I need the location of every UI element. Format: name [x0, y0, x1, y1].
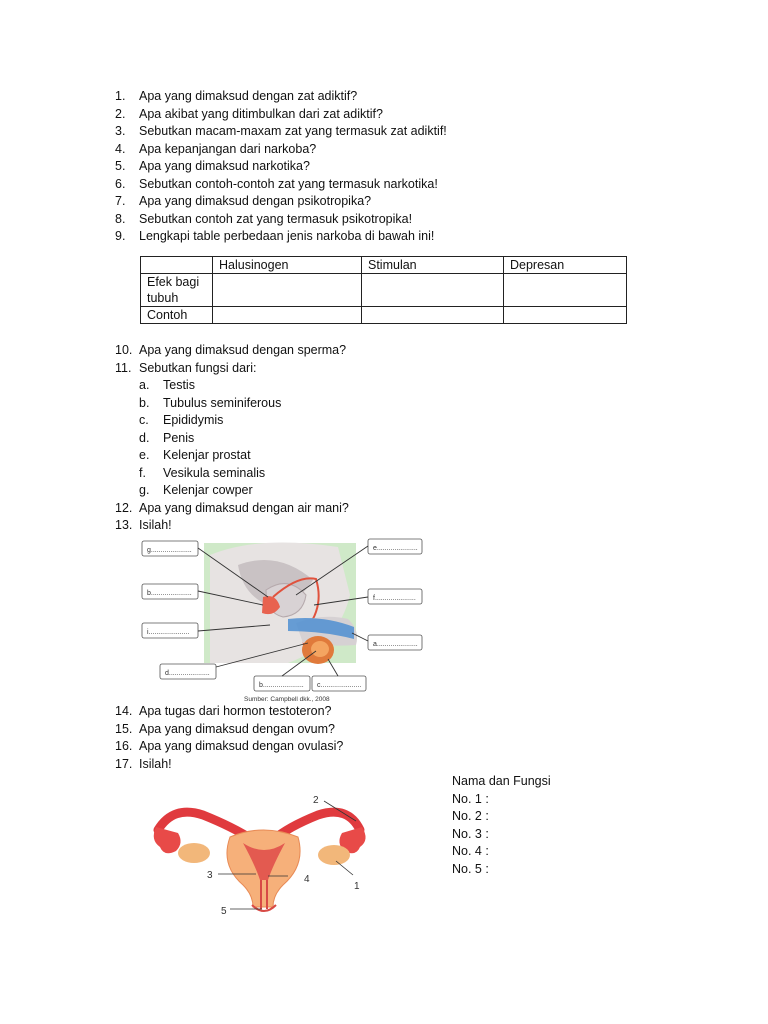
question-15: 15. Apa yang dimaksud dengan ovum?	[115, 721, 335, 736]
female-reproductive-diagram	[148, 785, 388, 925]
question-5: 5. Apa yang dimaksud narkotika?	[115, 159, 310, 173]
cell-efek-stimulan[interactable]	[362, 274, 504, 307]
question-9: 9. Lengkapi table perbedaan jenis narkoba di bawah ini!	[115, 229, 435, 243]
table-row-efek	[141, 274, 627, 307]
question-6: 6. Sebutkan contoh-contoh zat yang termasuk narkotika!	[115, 176, 438, 191]
svg-text:c.....................: c.....................	[317, 682, 362, 689]
cell-contoh-depresan[interactable]	[504, 307, 627, 324]
question-10: 10. Apa yang dimaksud dengan sperma?	[115, 343, 347, 357]
label-box-b-bottom[interactable]	[254, 676, 310, 691]
svg-text:g.....................: g.....................	[147, 547, 192, 554]
row-label-efek: Efek bagi tubuh	[141, 274, 213, 307]
cell-contoh-halusinogen[interactable]	[213, 307, 362, 324]
number-label-5: 5	[221, 906, 227, 917]
table-row-contoh	[141, 307, 627, 324]
header-depresan: Depresan	[504, 257, 627, 274]
epididymis	[311, 641, 329, 657]
sub-item-b: b. Tubulus seminiferous	[139, 395, 282, 410]
panel-item-4[interactable]: No. 4 :	[452, 844, 489, 858]
label-box-a[interactable]	[368, 635, 422, 650]
panel-title: Nama dan Fungsi	[452, 774, 551, 788]
label-box-e[interactable]	[368, 539, 422, 554]
svg-text:d.....................: d.....................	[165, 670, 210, 677]
label-box-g[interactable]	[142, 541, 198, 556]
sub-item-c: c. Epididymis	[139, 413, 224, 427]
cell-contoh-stimulan[interactable]	[362, 307, 504, 324]
sub-item-a: a. Testis	[139, 378, 195, 392]
figure1-caption: Sumber: Campbell dkk., 2008	[244, 696, 330, 703]
svg-text:e.....................: e.....................	[373, 545, 418, 552]
label-box-i[interactable]	[142, 623, 198, 638]
panel-item-1[interactable]: No. 1 :	[452, 791, 489, 806]
cell-efek-halusinogen[interactable]	[213, 274, 362, 307]
panel-item-3[interactable]: No. 3 :	[452, 826, 489, 841]
label-box-d[interactable]	[160, 664, 216, 679]
question-2: 2. Apa akibat yang ditimbulkan dari zat adiktif?	[115, 106, 383, 121]
row-label-contoh: Contoh	[141, 307, 213, 324]
ovary-left	[178, 843, 210, 863]
ovary-right	[318, 845, 350, 865]
sub-item-g: g. Kelenjar cowper	[139, 483, 253, 497]
sub-item-d: d. Penis	[139, 430, 195, 445]
question-8: 8. Sebutkan contoh zat yang termasuk psikotropika!	[115, 211, 413, 226]
label-box-f[interactable]	[368, 589, 422, 604]
table-corner-cell	[141, 257, 213, 274]
question-17: 17. Isilah!	[115, 756, 172, 771]
svg-text:i.....................: i.....................	[147, 629, 190, 636]
male-reproductive-diagram	[138, 535, 428, 705]
svg-text:f.....................: f.....................	[373, 595, 416, 602]
panel-item-5[interactable]: No. 5 :	[452, 861, 489, 876]
question-3: 3. Sebutkan macam-maxam zat yang termasuk zat adiktif!	[115, 124, 447, 138]
table-header-row	[141, 257, 627, 274]
question-11: 11. Sebutkan fungsi dari:	[115, 360, 257, 375]
number-label-2: 2	[313, 795, 319, 806]
label-box-b-left[interactable]	[142, 584, 198, 599]
svg-text:b.....................: b.....................	[259, 682, 304, 689]
number-label-1: 1	[354, 881, 360, 892]
cell-efek-depresan[interactable]	[504, 274, 627, 307]
sub-item-e: e. Kelenjar prostat	[139, 448, 251, 462]
header-halusinogen: Halusinogen	[213, 257, 362, 274]
question-1: 1. Apa yang dimaksud dengan zat adiktif?	[115, 89, 358, 103]
question-4: 4. Apa kepanjangan dari narkoba?	[115, 141, 317, 156]
question-14: 14. Apa tugas dari hormon testoteron?	[115, 704, 332, 718]
narkoba-table	[140, 256, 627, 324]
number-label-4: 4	[304, 874, 310, 885]
question-7: 7. Apa yang dimaksud dengan psikotropika?	[115, 194, 372, 208]
fimbriae-left	[154, 827, 181, 853]
question-13: 13. Isilah!	[115, 518, 172, 532]
number-label-3: 3	[207, 870, 213, 881]
sub-item-f: f. Vesikula seminalis	[139, 465, 266, 480]
header-stimulan: Stimulan	[362, 257, 504, 274]
panel-item-2[interactable]: No. 2 :	[452, 809, 489, 823]
svg-text:a.....................: a.....................	[373, 641, 418, 648]
question-12: 12. Apa yang dimaksud dengan air mani?	[115, 500, 349, 515]
svg-text:b.....................: b.....................	[147, 590, 192, 597]
label-box-c[interactable]	[312, 676, 366, 691]
question-16: 16. Apa yang dimaksud dengan ovulasi?	[115, 739, 344, 753]
